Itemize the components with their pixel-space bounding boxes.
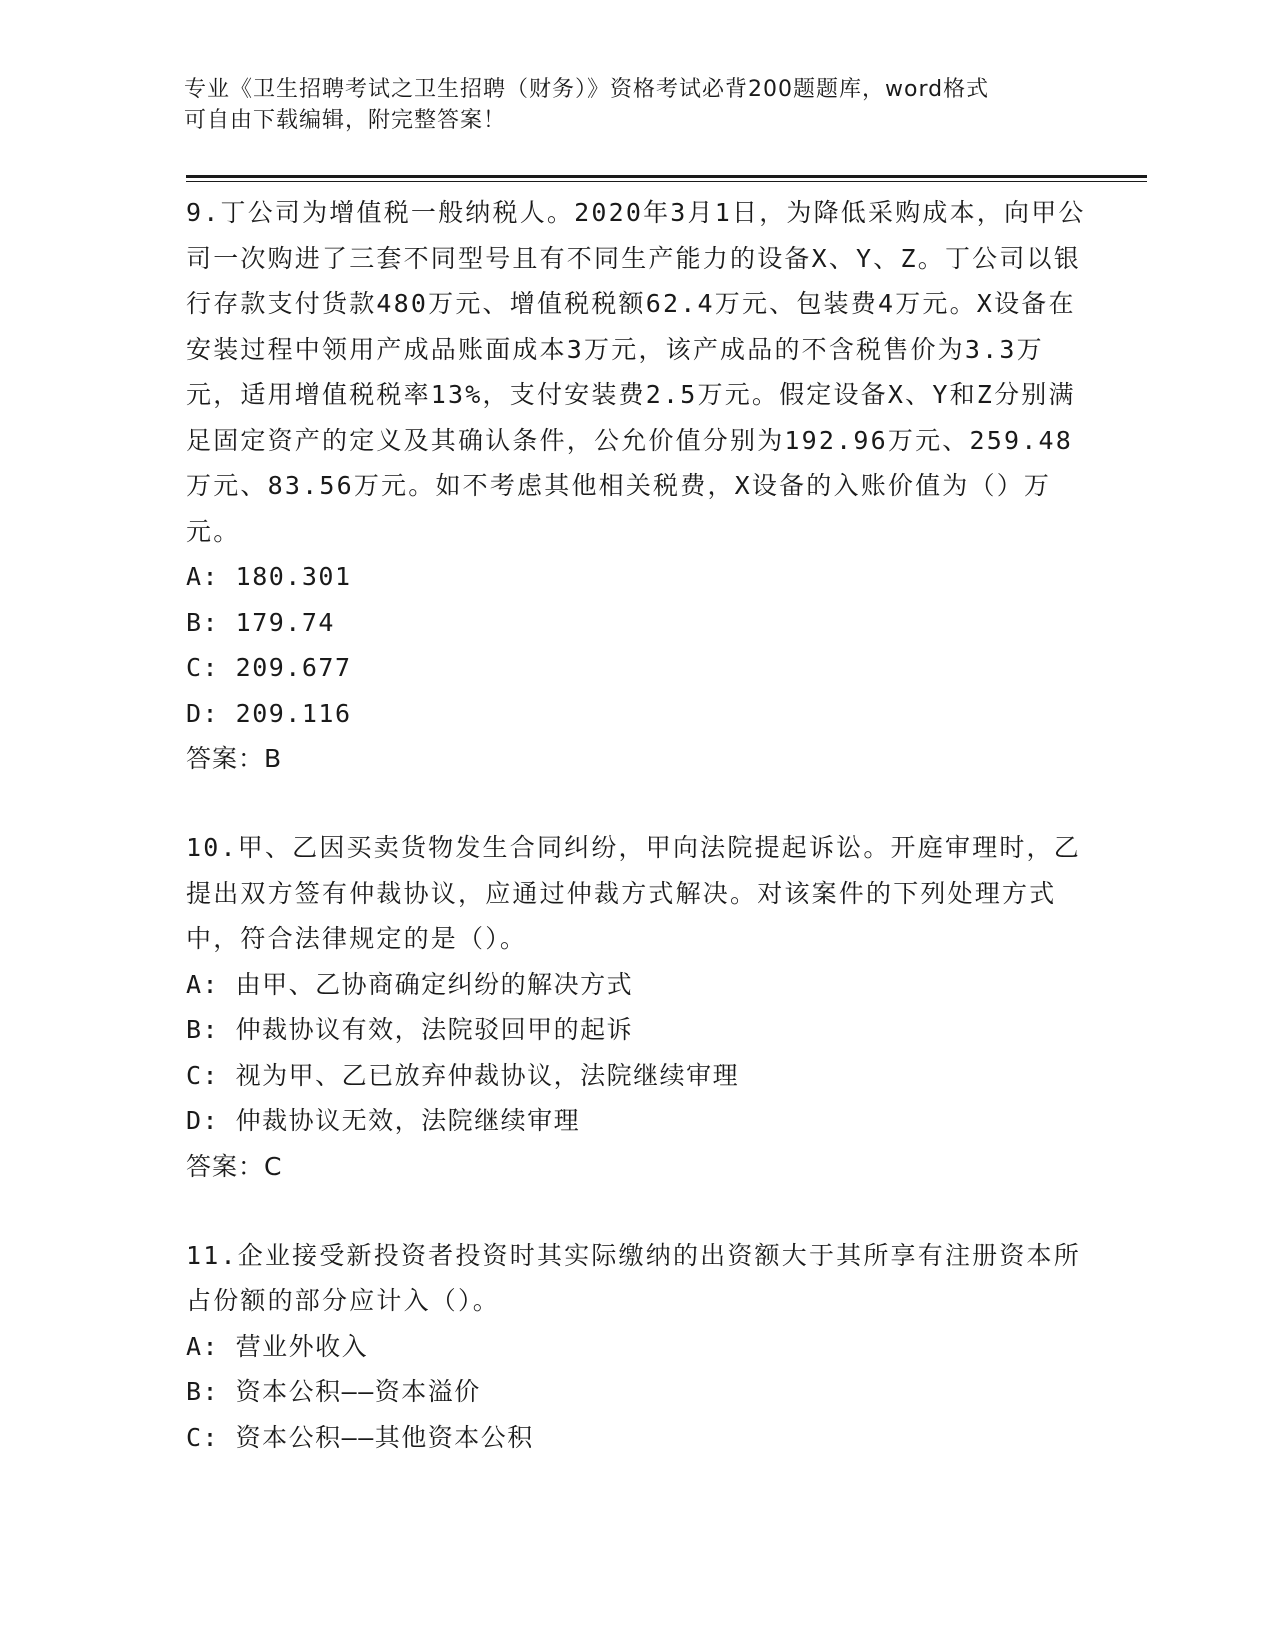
question-9 <box>186 190 1086 781</box>
answer-line: 答案：B <box>186 744 283 773</box>
option-d: D: 仲裁协议无效，法院继续审理 <box>186 1106 581 1135</box>
header-title-line-1: 专业《卫生招聘考试之卫生招聘（财务）》资格考试必背200题题库，word格式 <box>184 77 990 102</box>
question-list <box>186 190 1086 1460</box>
option-c: C: 资本公积——其他资本公积 <box>186 1422 534 1452</box>
option-a: A: 180.301 <box>186 562 352 591</box>
option-b: B: 资本公积——资本溢价 <box>186 1377 481 1406</box>
header-title-line-2: 可自由下载编辑，附完整答案！ <box>184 108 507 133</box>
option-c: C: 视为甲、乙已放弃仲裁协议，法院继续审理 <box>186 1060 740 1090</box>
page-header <box>184 74 1084 136</box>
option-d: D: 209.116 <box>186 698 352 728</box>
question-stem: 10.甲、乙因买卖货物发生合同纠纷，甲向法院提起诉讼。开庭审理时，乙提出双方签有仲裁协议，应通过仲裁方式解决。对该案件的下列处理方式中，符合法律规定的是（）。 <box>186 833 1081 953</box>
option-b: B: 仲裁协议有效，法院驳回甲的起诉 <box>186 1015 634 1044</box>
option-a: A: 由甲、乙协商确定纠纷的解决方式 <box>186 969 634 999</box>
question-stem: 11.企业接受新投资者投资时其实际缴纳的出资额大于其所享有注册资本所占份额的部分应计入（）。 <box>186 1240 1081 1315</box>
header-divider-thick <box>186 175 1147 178</box>
question-spacer <box>186 781 1086 825</box>
answer-line: 答案：C <box>186 1151 283 1181</box>
question-11 <box>186 1233 1086 1461</box>
question-spacer <box>186 1189 1086 1233</box>
option-c: C: 209.677 <box>186 653 352 682</box>
option-a: A: 营业外收入 <box>186 1331 369 1361</box>
question-stem: 9.丁公司为增值税一般纳税人。2020年3月1日，为降低采购成本，向甲公司一次购进了三套不同型号且有不同生产能力的设备X、Y、Z。丁公司以银行存款支付货款480万元、增值税税额62.4万元、包装费4万元。X设备在安装过程中领用产成品账面成本3万元，该产成品的不含税售价为3.3万元，适用增值税税率13%，支付安装费2.5万元。假定设备X、Y和Z分别满足固定资产的定义及其确认条件，公允价值分别为192.96万元、259.48万元、83.56万元。如不考虑其他相关税费，X设备的入账价值为（）万元。 <box>186 198 1086 546</box>
option-b: B: 179.74 <box>186 607 335 637</box>
header-divider-thin <box>186 181 1147 182</box>
question-10 <box>186 825 1086 1189</box>
